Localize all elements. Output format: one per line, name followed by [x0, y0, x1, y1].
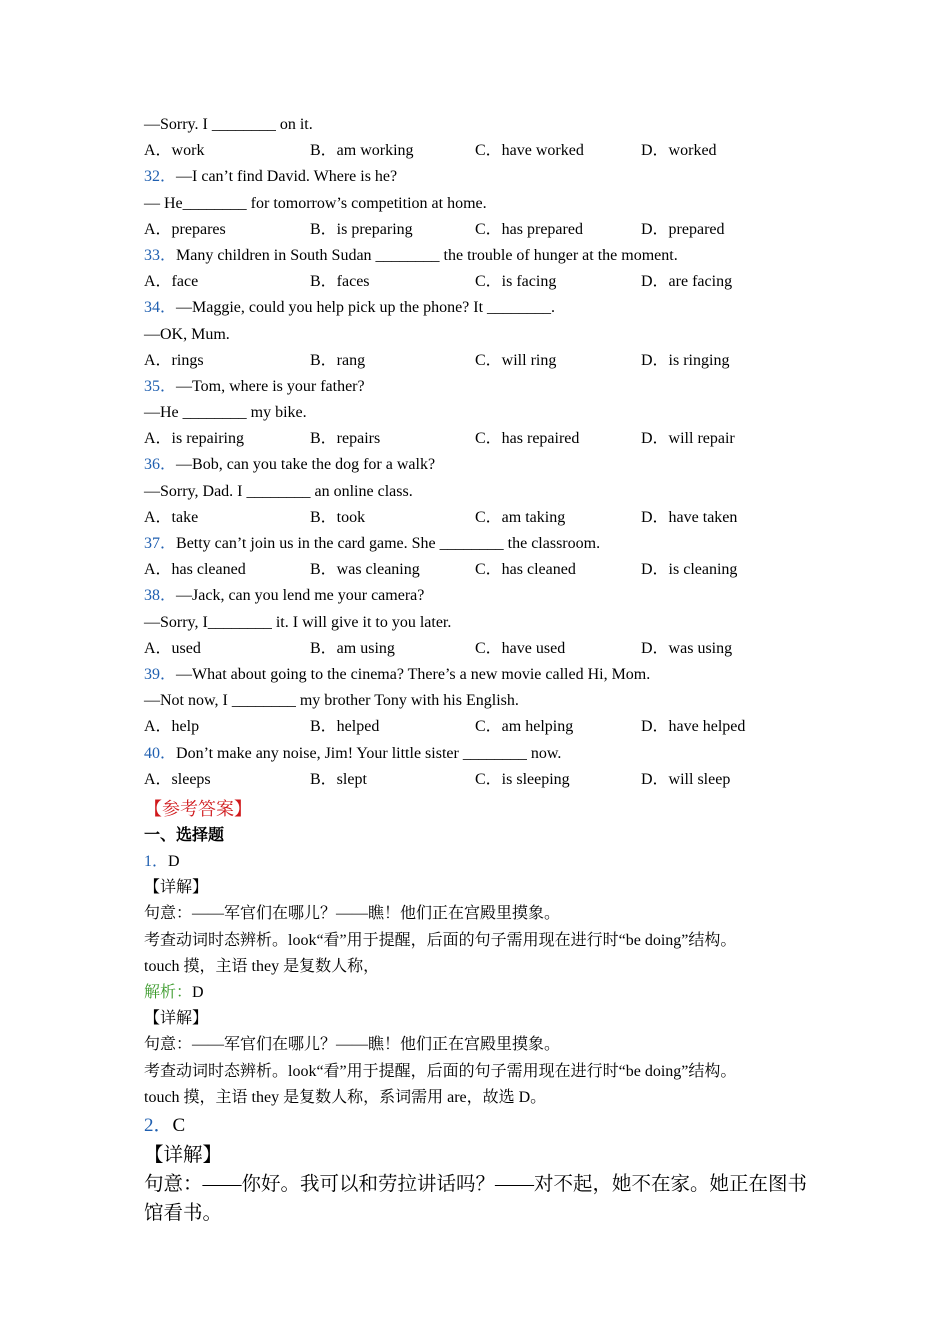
option-a: A．take: [144, 508, 199, 526]
question-stem: [144, 531, 824, 557]
question-options: [144, 636, 824, 662]
option-c: C．is sleeping: [475, 770, 570, 788]
question-stem: [144, 164, 824, 190]
option-b: B．is preparing: [310, 220, 413, 238]
answer-number: 1．: [144, 853, 169, 871]
option-c: C．has cleaned: [475, 561, 576, 579]
analysis-text: touch 摸，主语 they 是复数人称，系词需用 are，故选 D。: [144, 1088, 547, 1106]
answer-number: 2．: [144, 1114, 173, 1136]
question-dialogue-line: —Sorry, I________ it. I will give it to you later.: [144, 613, 452, 631]
option-a: A．prepares: [144, 220, 226, 238]
answer-letter: C: [172, 1114, 186, 1136]
question-text: —Maggie, could you help pick up the phone? It ________.: [176, 299, 556, 317]
question-number: 33．: [144, 246, 177, 264]
detail-label: 【详解】: [144, 879, 209, 897]
question-text: —Jack, can you lend me your camera?: [176, 587, 425, 605]
question-stem: [144, 741, 824, 767]
option-c: C．will ring: [475, 351, 557, 369]
option-b: B．was cleaning: [310, 561, 420, 579]
option-d: D．are facing: [641, 273, 733, 291]
detail-label: 【详解】: [144, 1010, 209, 1028]
option-d: D．prepared: [641, 220, 725, 238]
question-number: 32．: [144, 168, 177, 186]
option-a: A．rings: [144, 351, 204, 369]
detail-label: 【详解】: [144, 1144, 223, 1166]
question-stem: [144, 374, 824, 400]
question-options: [144, 426, 824, 452]
question-number: 36．: [144, 456, 177, 474]
question-number: 38．: [144, 587, 177, 605]
option-d: D．will sleep: [641, 770, 731, 788]
document-page: [144, 112, 824, 1228]
jiexi-label: 解析：: [144, 984, 193, 1001]
option-c: C．has repaired: [475, 430, 580, 448]
sentence-meaning: 句意：——军官们在哪儿？——瞧！他们正在宫殿里摸象。: [144, 905, 561, 923]
question-text: Many children in South Sudan ________ the trouble of hunger at the moment.: [176, 246, 678, 264]
question-options: [144, 767, 824, 793]
option-a: A．is repairing: [144, 430, 244, 448]
question-31-options: [144, 138, 824, 164]
analysis-text: touch 摸，主语 they 是复数人称，: [144, 957, 380, 975]
jiexi-line: [144, 980, 824, 1006]
question-options: [144, 217, 824, 243]
option-b: B．rang: [310, 351, 366, 369]
option-c: C．am helping: [475, 718, 574, 736]
question-number: 40．: [144, 744, 177, 762]
option-c: C．is facing: [475, 273, 557, 291]
option-b: B．am using: [310, 639, 395, 657]
sentence-meaning: 句意：——军官们在哪儿？——瞧！他们正在宫殿里摸象。: [144, 1036, 561, 1054]
question-number: 39．: [144, 665, 177, 683]
question-text: —I can’t find David. Where is he?: [176, 168, 398, 186]
question-31-dialogue: —Sorry. I ________ on it.: [144, 116, 313, 133]
option-a: A．work: [144, 142, 205, 160]
option-c: C．have used: [475, 639, 566, 657]
question-dialogue-line: —Sorry, Dad. I ________ an online class.: [144, 482, 413, 500]
question-text: —What about going to the cinema? There’s a new movie called Hi, Mom.: [176, 665, 651, 683]
option-a: A．help: [144, 718, 200, 736]
question-options: [144, 714, 824, 740]
option-d: D．was using: [641, 639, 733, 657]
answer-1: [144, 849, 824, 875]
question-list: [144, 164, 824, 793]
option-a: A．used: [144, 639, 201, 657]
option-a: A．has cleaned: [144, 561, 246, 579]
option-b: B．faces: [310, 273, 370, 291]
question-stem: [144, 452, 824, 478]
jiexi-value: D: [192, 984, 204, 1001]
option-d: D．worked: [641, 142, 717, 160]
question-dialogue-line: —Not now, I ________ my brother Tony with his English.: [144, 692, 519, 710]
sentence-meaning: 馆看书。: [144, 1202, 223, 1224]
question-options: [144, 505, 824, 531]
option-d: D．have taken: [641, 508, 738, 526]
question-text: Don’t make any noise, Jim! Your little sister ________ now.: [176, 744, 562, 762]
option-a: A．sleeps: [144, 770, 211, 788]
question-dialogue-line: —OK, Mum.: [144, 325, 230, 343]
answer-letter: D: [168, 853, 180, 871]
question-stem: [144, 295, 824, 321]
answer-heading: 【参考答案】: [144, 798, 252, 819]
question-text: —Bob, can you take the dog for a walk?: [176, 456, 436, 474]
question-number: 34．: [144, 299, 177, 317]
option-c: C．has prepared: [475, 220, 583, 238]
option-b: B．repairs: [310, 430, 381, 448]
option-a: A．face: [144, 273, 199, 291]
question-text: —Tom, where is your father?: [176, 377, 365, 395]
question-text: Betty can’t join us in the card game. She ________ the classroom.: [176, 535, 601, 552]
question-number: 35．: [144, 377, 177, 395]
question-stem: [144, 662, 824, 688]
question-number: 37．: [144, 535, 177, 552]
question-options: [144, 348, 824, 374]
option-d: D．is cleaning: [641, 561, 738, 579]
question-dialogue-line: — He________ for tomorrow’s competition at home.: [144, 194, 487, 212]
question-stem: [144, 243, 824, 269]
section-title: 一、选择题: [144, 826, 225, 844]
option-c: C．have worked: [475, 142, 584, 160]
option-d: D．will repair: [641, 430, 735, 448]
option-d: D．have helped: [641, 718, 746, 736]
question-options: [144, 269, 824, 295]
question-dialogue-line: —He ________ my bike.: [144, 404, 307, 422]
question-options: [144, 557, 824, 583]
question-stem: [144, 583, 824, 609]
option-b: B．took: [310, 508, 366, 526]
option-b: B．am working: [310, 142, 414, 160]
answer-2: [144, 1111, 824, 1141]
sentence-meaning: 句意：——你好。我可以和劳拉讲话吗？——对不起，她不在家。她正在图书: [144, 1173, 808, 1195]
analysis-text: 考查动词时态辨析。look“看”用于提醒，后面的句子需用现在进行时“be doing”结构。: [144, 1062, 737, 1080]
option-b: B．helped: [310, 718, 380, 736]
option-d: D．is ringing: [641, 351, 730, 369]
analysis-text: 考查动词时态辨析。look“看”用于提醒，后面的句子需用现在进行时“be doing”结构。: [144, 931, 737, 949]
option-c: C．am taking: [475, 508, 566, 526]
option-b: B．slept: [310, 770, 367, 788]
